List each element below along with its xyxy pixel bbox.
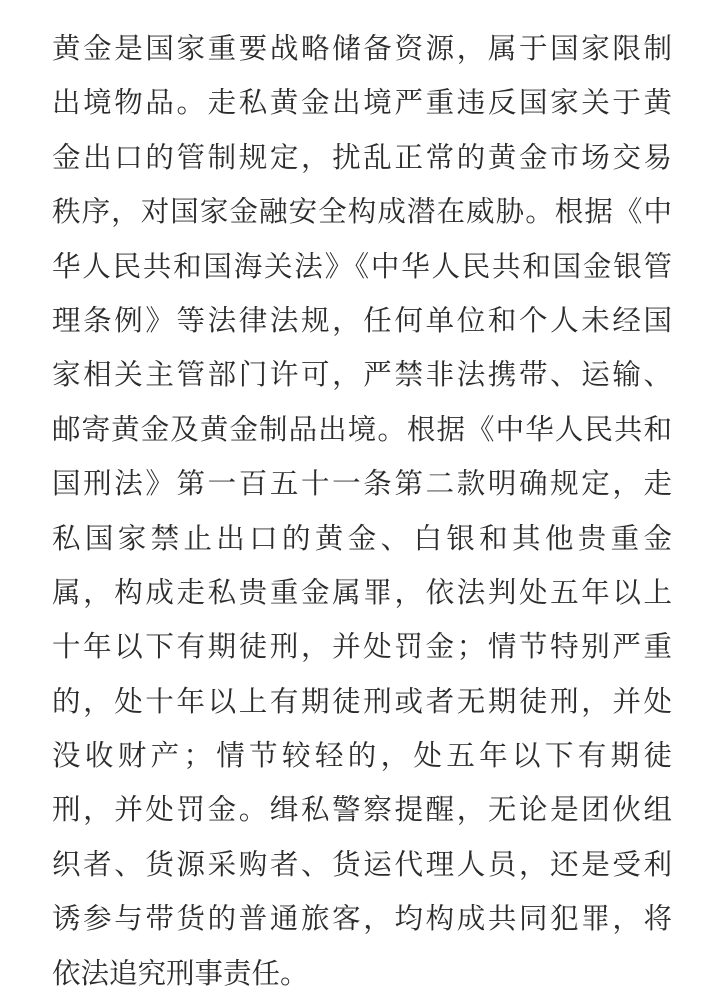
- text-line-4: 秩序，对国家金融安全构成潜在威胁。根据《中: [52, 195, 672, 229]
- text-line-5: 华人民共和国海关法》《中华人民共和国金银管: [52, 249, 672, 283]
- text-line-9: 国刑法》第一百五十一条第二款明确规定，走: [52, 467, 672, 501]
- text-line-7: 家相关主管部门许可，严禁非法携带、运输、: [52, 358, 672, 392]
- text-line-10: 私国家禁止出口的黄金、白银和其他贵重金: [52, 521, 672, 555]
- text-line-2: 出境物品。走私黄金出境严重违反国家关于黄: [52, 86, 672, 120]
- text-line-18: 依法追究刑事责任。: [52, 956, 309, 990]
- text-line-6: 理条例》等法律法规，任何单位和个人未经国: [52, 303, 672, 337]
- text-line-17: 诱参与带货的普通旅客，均构成共同犯罪，将: [52, 902, 672, 936]
- text-line-8: 邮寄黄金及黄金制品出境。根据《中华人民共和: [52, 412, 672, 446]
- text-line-3: 金出口的管制规定，扰乱正常的黄金市场交易: [52, 140, 672, 174]
- text-line-16: 织者、货源采购者、货运代理人员，还是受利: [52, 847, 672, 881]
- article-body: [52, 22, 672, 1001]
- text-line-1: 黄金是国家重要战略储备资源，属于国家限制: [52, 32, 672, 65]
- text-line-15: 刑，并处罚金。缉私警察提醒，无论是团伙组: [52, 793, 672, 827]
- text-line-13: 的，处十年以上有期徒刑或者无期徒刑，并处: [52, 684, 672, 718]
- text-line-14: 没收财产；情节较轻的，处五年以下有期徒: [52, 739, 672, 773]
- text-line-11: 属，构成走私贵重金属罪，依法判处五年以上: [52, 575, 672, 609]
- text-line-12: 十年以下有期徒刑，并处罚金；情节特别严重: [52, 630, 672, 664]
